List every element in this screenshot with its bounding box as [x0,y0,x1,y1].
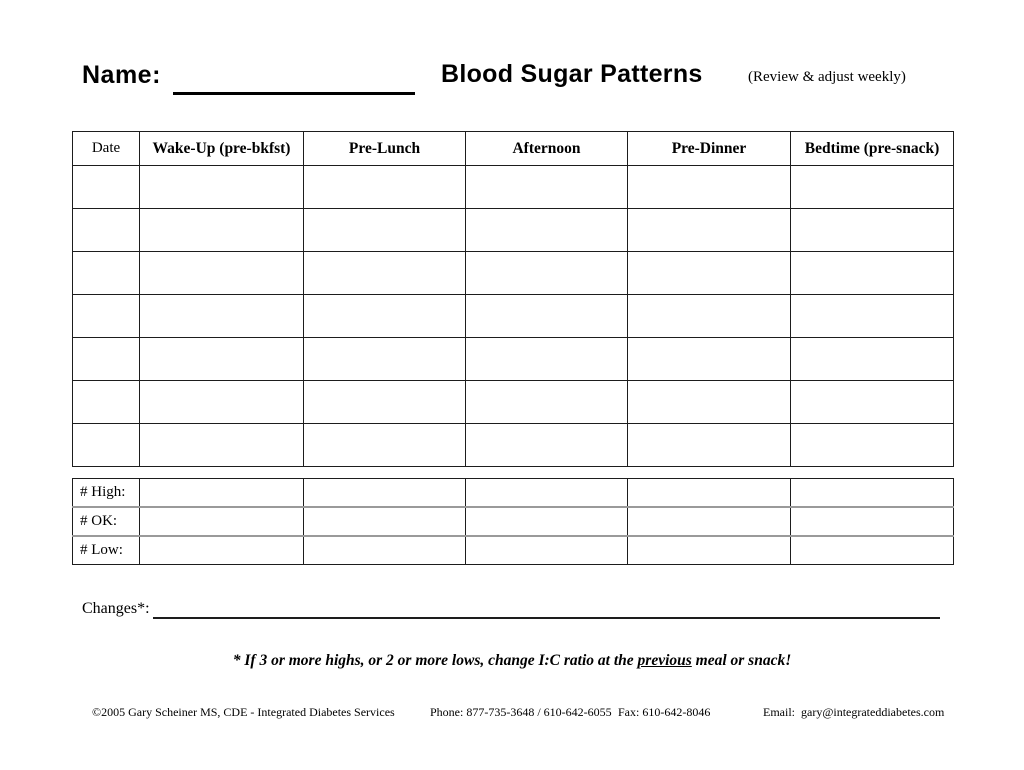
entry-cell[interactable] [140,338,304,381]
entry-cell[interactable] [304,295,466,338]
entry-cell[interactable] [140,209,304,252]
summary-row-low [73,536,954,565]
table-row [73,424,954,467]
summary-cell[interactable] [628,536,791,565]
entry-cell[interactable] [791,338,954,381]
footnote [0,652,1024,670]
entry-cell[interactable] [628,252,791,295]
changes-label: Changes*: [82,600,150,617]
date-cell[interactable] [73,209,140,252]
blood-sugar-table [72,131,954,467]
entry-cell[interactable] [628,166,791,209]
column-header-bedtime: Bedtime (pre-snack) [791,132,954,166]
date-cell[interactable] [73,166,140,209]
entry-cell[interactable] [791,166,954,209]
entry-cell[interactable] [140,424,304,467]
date-cell[interactable] [73,381,140,424]
entry-cell[interactable] [140,381,304,424]
page-title: Blood Sugar Patterns [441,60,703,88]
summary-cell[interactable] [466,507,628,536]
summary-label-low: # Low: [73,536,140,565]
date-cell[interactable] [73,338,140,381]
date-cell[interactable] [73,295,140,338]
entry-cell[interactable] [140,166,304,209]
table-row [73,381,954,424]
header-row [73,132,954,166]
table-row [73,338,954,381]
date-cell[interactable] [73,424,140,467]
entry-cell[interactable] [140,252,304,295]
column-header-afternoon: Afternoon [466,132,628,166]
name-label: Name: [82,61,161,89]
summary-label-ok: # OK: [73,507,140,536]
entry-cell[interactable] [466,424,628,467]
entry-cell[interactable] [791,252,954,295]
summary-label-high: # High: [73,479,140,508]
footnote-suffix: meal or snack! [691,652,792,669]
summary-cell[interactable] [466,479,628,508]
entry-cell[interactable] [791,381,954,424]
summary-cell[interactable] [304,536,466,565]
footnote-underlined-word: previous [637,652,692,669]
entry-cell[interactable] [791,295,954,338]
summary-cell[interactable] [304,479,466,508]
copyright-text: ©2005 Gary Scheiner MS, CDE - Integrated Diabetes Services [92,705,395,719]
table-row [73,295,954,338]
summary-row-high [73,479,954,508]
entry-cell[interactable] [466,381,628,424]
entry-cell[interactable] [628,338,791,381]
entry-cell[interactable] [628,424,791,467]
table-row [73,209,954,252]
summary-cell[interactable] [304,507,466,536]
entry-cell[interactable] [304,381,466,424]
summary-cell[interactable] [791,536,954,565]
table-row [73,166,954,209]
summary-row-ok [73,507,954,536]
summary-cell[interactable] [140,536,304,565]
date-cell[interactable] [73,252,140,295]
summary-cell[interactable] [628,479,791,508]
footnote-prefix: * If 3 or more highs, or 2 or more lows, change I:C ratio at the [232,652,638,669]
entry-cell[interactable] [304,338,466,381]
changes-input-line[interactable] [153,617,940,619]
summary-cell[interactable] [791,507,954,536]
summary-cell[interactable] [791,479,954,508]
column-header-date: Date [73,132,140,166]
summary-cell[interactable] [466,536,628,565]
entry-cell[interactable] [304,424,466,467]
entry-cell[interactable] [466,338,628,381]
table-row [73,252,954,295]
name-input-line[interactable] [173,92,415,95]
column-header-predinner: Pre-Dinner [628,132,791,166]
entry-cell[interactable] [791,424,954,467]
review-weekly-note: (Review & adjust weekly) [748,69,906,85]
email-text: Email: gary@integrateddiabetes.com [763,705,945,719]
entry-cell[interactable] [304,209,466,252]
entry-cell[interactable] [304,166,466,209]
entry-cell[interactable] [628,209,791,252]
entry-cell[interactable] [466,295,628,338]
column-header-prelunch: Pre-Lunch [304,132,466,166]
fax-text: Fax: 610-642-8046 [618,705,711,719]
entry-cell[interactable] [466,209,628,252]
entry-cell[interactable] [628,381,791,424]
entry-cell[interactable] [304,252,466,295]
entry-cell[interactable] [628,295,791,338]
summary-cell[interactable] [140,479,304,508]
entry-cell[interactable] [140,295,304,338]
column-header-wakeup: Wake-Up (pre-bkfst) [140,132,304,166]
summary-cell[interactable] [140,507,304,536]
entry-cell[interactable] [791,209,954,252]
entry-cell[interactable] [466,252,628,295]
phone-text: Phone: 877-735-3648 / 610-642-6055 [430,705,612,719]
summary-cell[interactable] [628,507,791,536]
summary-table [72,478,954,565]
entry-cell[interactable] [466,166,628,209]
